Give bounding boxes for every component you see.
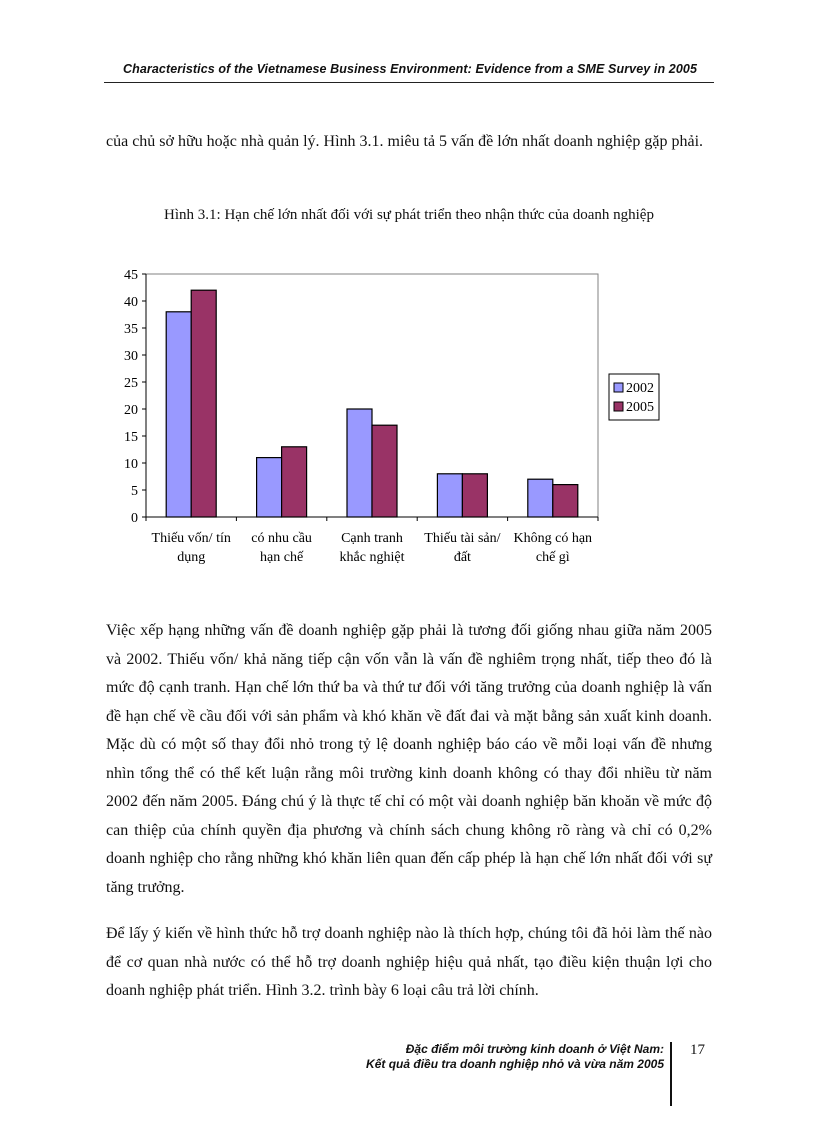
bar-2002 — [347, 409, 372, 517]
intro-paragraph: của chủ sở hữu hoặc nhà quản lý. Hình 3.1. miêu tả 5 vấn đề lớn nhất doanh nghiệp gặp phải. — [106, 133, 704, 150]
bar-2005 — [553, 485, 578, 517]
x-category-label: khắc nghiệt — [339, 550, 405, 565]
y-tick-label: 20 — [124, 403, 138, 418]
bar-2005 — [191, 290, 216, 517]
x-category-label: Thiếu tài sản/ — [424, 531, 501, 546]
y-tick-label: 15 — [124, 430, 138, 445]
x-category-label: Không có hạn — [513, 531, 593, 546]
x-category-label: đất — [453, 550, 471, 565]
y-tick-label: 0 — [131, 511, 138, 526]
footer-rule — [670, 1042, 672, 1106]
y-tick-label: 45 — [124, 268, 138, 283]
legend-swatch-2005 — [614, 402, 623, 411]
y-tick-label: 5 — [131, 484, 138, 499]
header-rule — [104, 82, 714, 83]
y-tick-label: 40 — [124, 295, 138, 310]
last-paragraph: Để lấy ý kiến về hình thức hỗ trợ doanh nghiệp nào là thích hợp, chúng tôi đã hỏi làm thế nào để cơ quan nhà nước có thể hỗ trợ doanh nghiệp hiệu quả nhất, tạo điều kiện thuận lợi cho doanh nghiệp phát triển. Hình 3.2. trình bày 6 loại câu trả lời chính. — [106, 925, 712, 999]
bar-2002 — [528, 479, 553, 517]
bar-2002 — [257, 458, 282, 517]
main-paragraph: Việc xếp hạng những vấn đề doanh nghiệp gặp phải là tương đối giống nhau giữa năm 2005 và 2002. Thiếu vốn/ khả năng tiếp cận vốn vẫn là vấn đề nghiêm trọng nhất, tiếp theo đó là mức độ cạnh tranh. Hạn chế lớn thứ ba và thứ tư đối với tăng trưởng của doanh nghiệp là vấn đề hạn chế về cầu đối với sản phẩm và khó khăn về đất đai và mặt bằng sản xuất kinh doanh. Mặc dù có một số thay đổi nhỏ trong tỷ lệ doanh nghiệp báo cáo về mỗi loại vấn đề nhưng nhìn tổng thể có thể kết luận rằng môi trường kinh doanh không có thay đổi nhiều từ năm 2002 đến năm 2005. Đáng chú ý là thực tế chỉ có một vài doanh nghiệp băn khoăn về mức độ can thiệp của chính quyền địa phương và chính sách chung không rõ ràng và chỉ có 0,2% doanh nghiệp cho rằng những khó khăn liên quan đến cấp phép là hạn chế lớn nhất đối với sự tăng trưởng. — [106, 622, 712, 896]
bar-2005 — [462, 474, 487, 517]
footer-line-1: Đặc điểm môi trường kinh doanh ở Việt Nam: — [405, 1042, 664, 1056]
footer-text — [300, 1042, 664, 1072]
bar-2002 — [166, 312, 191, 517]
page-number: 17 — [690, 1042, 705, 1058]
y-tick-label: 35 — [124, 322, 138, 337]
x-category-label: chế gì — [535, 550, 570, 565]
footer-line-2: Kết quả điều tra doanh nghiệp nhỏ và vừa năm 2005 — [366, 1057, 664, 1071]
bar-2005 — [372, 425, 397, 517]
x-category-label: dụng — [177, 550, 206, 565]
x-category-label: Thiếu vốn/ tín — [151, 531, 231, 546]
bar-2005 — [282, 447, 307, 517]
x-category-label: có nhu cầu — [251, 531, 312, 546]
bar-chart — [100, 255, 680, 575]
y-tick-label: 30 — [124, 349, 138, 364]
running-header: Characteristics of the Vietnamese Business Environment: Evidence from a SME Survey in 2005 — [122, 62, 698, 76]
legend-label: 2005 — [626, 400, 654, 415]
bar-2002 — [437, 474, 462, 517]
figure-caption: Hình 3.1: Hạn chế lớn nhất đối với sự phát triển theo nhận thức của doanh nghiệp — [164, 207, 654, 223]
legend-swatch-2002 — [614, 383, 623, 392]
x-category-label: hạn chế — [260, 550, 304, 565]
x-category-label: Cạnh tranh — [341, 531, 403, 546]
y-tick-label: 25 — [124, 376, 138, 391]
y-tick-label: 10 — [124, 457, 138, 472]
legend-label: 2002 — [626, 381, 654, 396]
